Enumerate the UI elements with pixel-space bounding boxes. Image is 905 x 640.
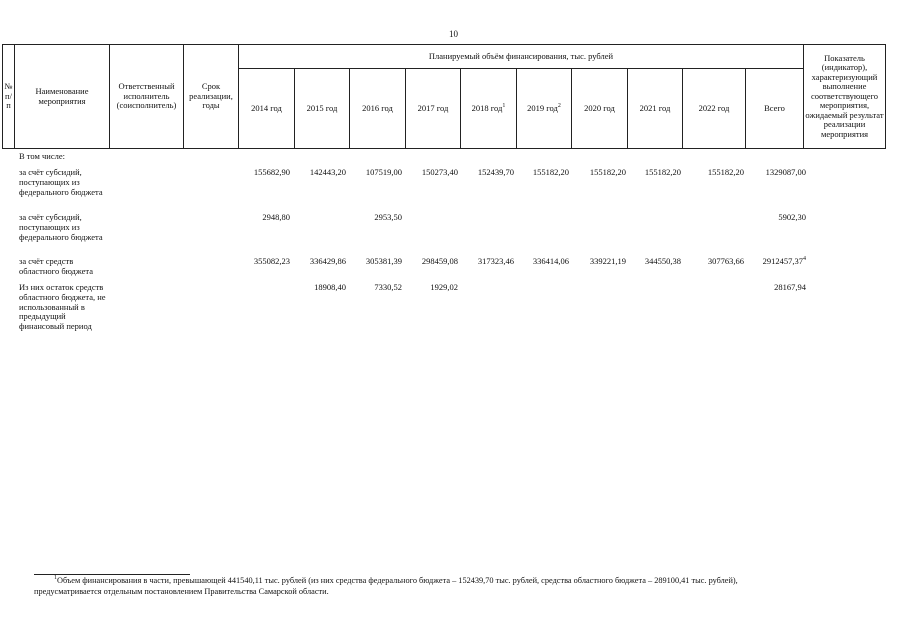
row-value-text: 305381,39 <box>365 256 402 266</box>
row-value-text: 355082,23 <box>253 256 290 266</box>
header-year-label: 2022 год <box>698 102 730 113</box>
row-value <box>422 257 458 267</box>
header-year-footnote-marker: 2 <box>557 102 561 109</box>
row-value-text: 152439,70 <box>477 167 514 177</box>
row-value-text: 155182,20 <box>707 167 744 177</box>
header-responsible-label: Ответственный исполнитель (соисполнитель) <box>116 81 177 111</box>
row-value-text: 2953,50 <box>374 212 402 222</box>
row-value-text: 1329087,00 <box>765 167 806 177</box>
row-value-text: 155182,20 <box>532 167 569 177</box>
row-value <box>708 257 744 267</box>
header-year-label: 2021 год <box>639 102 671 113</box>
row-value <box>766 168 806 178</box>
header-financing-label: Планируемый объём финансирования, тыс. рублей <box>428 50 614 61</box>
row-value <box>254 257 290 267</box>
row-value <box>590 168 626 178</box>
row-value-text: 7330,52 <box>374 282 402 292</box>
row-value-text: 2912457,37 <box>762 256 803 266</box>
row-value-text: 28167,94 <box>774 282 806 292</box>
row-value <box>590 257 626 267</box>
row-value <box>422 168 458 178</box>
row-value-text: 336429,86 <box>309 256 346 266</box>
row-value-text: 336414,06 <box>532 256 569 266</box>
row-value <box>478 168 514 178</box>
header-term-label: Срок реализации, годы <box>189 81 233 111</box>
row-value <box>763 257 806 267</box>
row-value-text: 298459,08 <box>421 256 458 266</box>
row-value <box>533 257 569 267</box>
row-value <box>314 283 346 293</box>
row-label: за счёт средств областного бюджета <box>19 256 94 276</box>
row-value <box>366 257 402 267</box>
row-value-text: 107519,00 <box>365 167 402 177</box>
footnote <box>34 576 884 597</box>
footnote-text-2: предусматривается отдельным постановлением Правительства Самарской области. <box>34 586 329 596</box>
row-value <box>533 168 569 178</box>
row-value <box>774 283 806 293</box>
row-value-text: 2948,80 <box>262 212 290 222</box>
row-value-text: 155682,90 <box>253 167 290 177</box>
row-value-text: 142443,20 <box>309 167 346 177</box>
row-value-text: 155182,20 <box>589 167 626 177</box>
header-indicator-label: Показатель (индикатор), характеризующий выполнение соответствующего мероприятия, ожидаемый результат реализации мероприятия <box>805 52 884 139</box>
header-index-label: № п/п <box>4 81 13 111</box>
row-label: за счёт субсидий, поступающих из федерального бюджета <box>19 212 103 242</box>
footnote-marker: 1 <box>54 575 57 582</box>
header-year-label: 2019 год <box>527 102 558 113</box>
header-year-label: Всего <box>764 102 785 113</box>
row-value-text: 155182,20 <box>644 167 681 177</box>
page-number: 10 <box>449 29 458 39</box>
row-value <box>708 168 744 178</box>
row-value <box>645 257 681 267</box>
header-year-footnote-marker: 1 <box>502 102 506 109</box>
header-year-label: 2014 год <box>251 102 282 113</box>
row-value-text: 5902,30 <box>778 212 806 222</box>
footnote-text-1: Объем финансирования в части, превышающей 441540,11 тыс. рублей (из них средства федерального бюджета – 152439,70 тыс. рублей, средства областного бюджета – 289100,41 тыс. рублей), <box>57 576 738 585</box>
row-value-text: 150273,40 <box>421 167 458 177</box>
row-value-text: 317323,46 <box>477 256 514 266</box>
row-value-text: 339221,19 <box>589 256 626 266</box>
row-value <box>645 168 681 178</box>
row-value-text: 344550,38 <box>644 256 681 266</box>
row-value <box>262 213 290 223</box>
row-value <box>254 168 290 178</box>
row-label: В том числе: <box>19 151 65 161</box>
row-value <box>778 213 806 223</box>
header-name-label: Наименование мероприятия <box>35 86 89 106</box>
header-year-label: 2018 год <box>471 102 503 113</box>
row-value <box>374 283 402 293</box>
total-footnote-marker: 4 <box>803 256 806 263</box>
header-year-label: 2016 год <box>362 102 393 113</box>
row-value <box>430 283 458 293</box>
row-label: за счёт субсидий, поступающих из федерального бюджета <box>19 167 103 197</box>
row-value-text: 307763,66 <box>707 256 744 266</box>
row-value <box>374 213 402 223</box>
row-label: Из них остаток средств областного бюджета, не использованный в предыдущий финансовый период <box>19 282 106 332</box>
row-value-text: 18908,40 <box>314 282 346 292</box>
row-value <box>310 257 346 267</box>
header-year-label: 2017 год <box>417 102 449 113</box>
row-value-text: 1929,02 <box>430 282 458 292</box>
header-year-label: 2020 год <box>584 102 615 113</box>
row-value <box>478 257 514 267</box>
header-year-label: 2015 год <box>306 102 338 113</box>
footnote-separator <box>34 574 190 575</box>
row-value <box>310 168 346 178</box>
row-value <box>366 168 402 178</box>
